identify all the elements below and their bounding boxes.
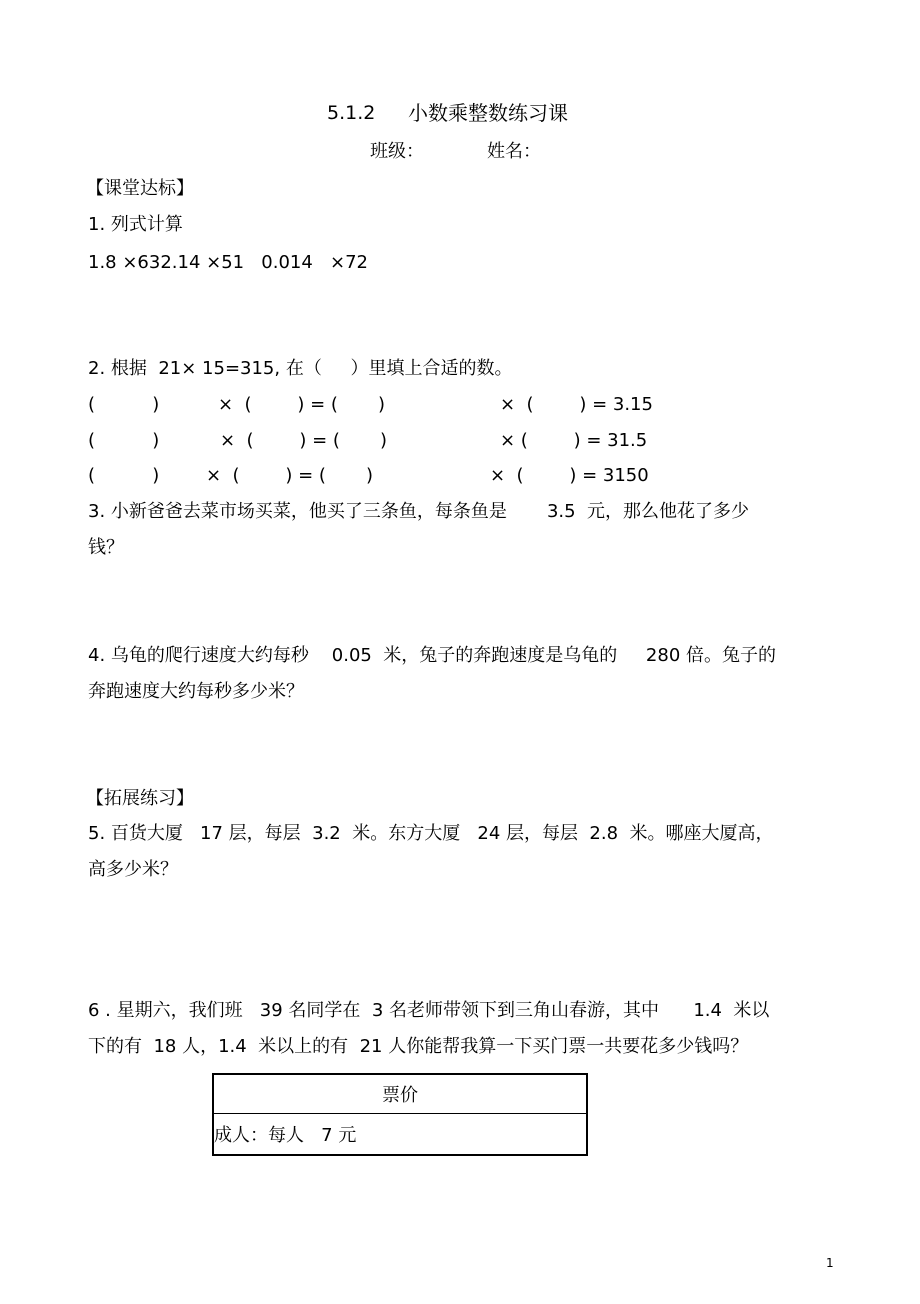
page-title: 小数乘整数练习课 — [408, 101, 568, 125]
fill-row-3-col-2: × ( ) = ( ) — [206, 465, 373, 486]
question-3-line-1: 3. 小新爸爸去菜市场买菜，他买了三条鱼，每条鱼是 3.5 元，那么他花了多少 — [88, 501, 750, 522]
fill-row-2-col-3: × ( ) = 31.5 — [500, 430, 648, 451]
question-1-expressions: 1.8 ×632.14 ×51 0.014 ×72 — [88, 252, 368, 273]
section-heading-extension: 【拓展练习】 — [86, 788, 194, 809]
fill-row-1-col-2: × ( ) = ( ) — [218, 394, 385, 415]
question-1-title: 1. 列式计算 — [88, 214, 183, 235]
question-5-line-2: 高多少米？ — [88, 859, 178, 880]
question-4-line-1: 4. 乌龟的爬行速度大约每秒 0.05 米，兔子的奔跑速度是乌龟的 280 倍。兔子的 — [88, 645, 776, 666]
question-6-line-2: 下的有 18 人，1.4 米以上的有 21 人你能帮我算一下买门票一共要花多少钱吗？ — [88, 1036, 749, 1057]
fill-row-3-col-1: ( ) — [88, 465, 160, 486]
lesson-number: 5.1.2 — [327, 102, 376, 124]
ticket-price-table — [212, 1073, 588, 1156]
question-6-line-1: 6 . 星期六，我们班 39 名同学在 3 名老师带领下到三角山春游，其中 1.4 米以 — [88, 1000, 770, 1021]
class-label: 班级： — [370, 141, 424, 162]
page-number: 1 — [826, 1256, 834, 1270]
question-4-line-2: 奔跑速度大约每秒多少米？ — [88, 681, 304, 702]
fill-row-2-col-1: ( ) — [88, 430, 160, 451]
fill-row-1-col-3: × ( ) = 3.15 — [500, 394, 653, 415]
fill-row-2-col-2: × ( ) = ( ) — [220, 430, 387, 451]
question-5-line-1: 5. 百货大厦 17 层，每层 3.2 米。东方大厦 24 层，每层 2.8 米。哪座大厦高， — [88, 823, 774, 844]
fill-row-3-col-3: × ( ) = 3150 — [490, 465, 649, 486]
section-heading-classroom: 【课堂达标】 — [86, 178, 194, 199]
question-2-title: 2. 根据 21× 15=315, 在（ ）里填上合适的数。 — [88, 358, 513, 379]
question-3-line-2: 钱？ — [88, 537, 124, 558]
ticket-price-header: 票价 — [213, 1074, 587, 1114]
fill-row-1-col-1: ( ) — [88, 394, 160, 415]
ticket-price-adult-row: 成人：每人 7 元 — [213, 1114, 587, 1156]
name-label: 姓名： — [487, 141, 541, 162]
